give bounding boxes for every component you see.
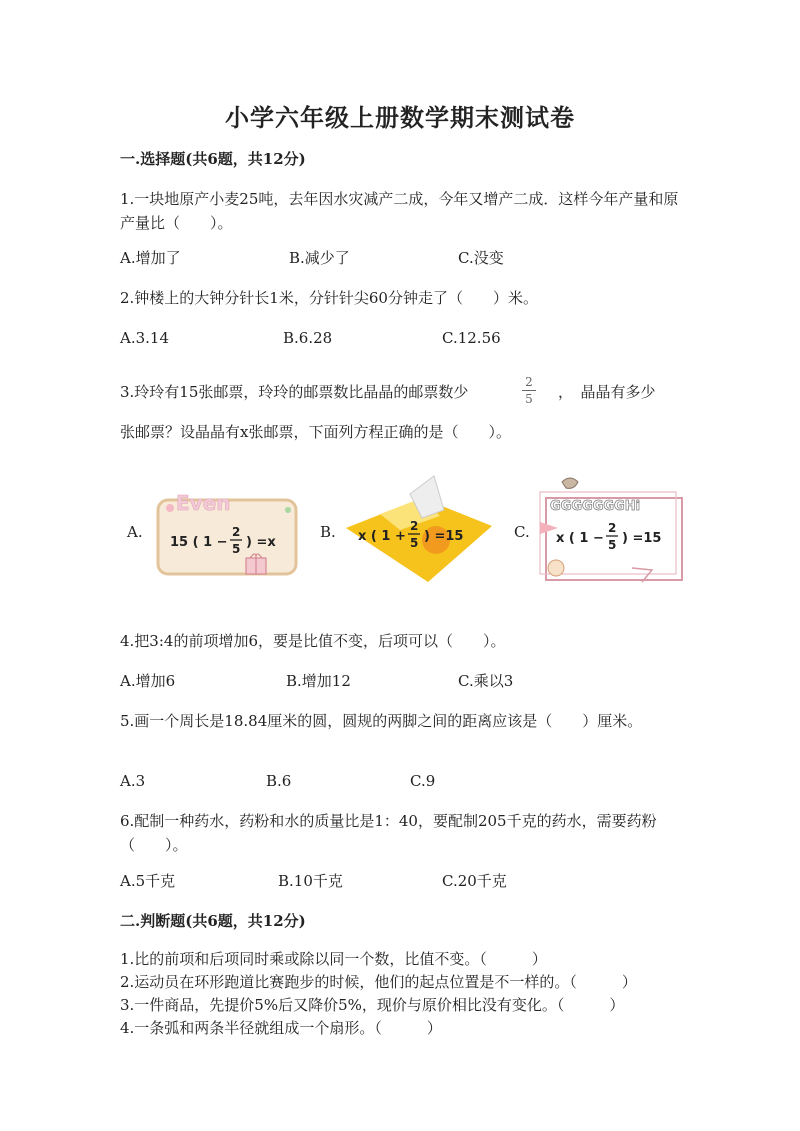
question-2: 2.钟楼上的大钟分针长1米，分针针尖60分钟走了（ ）米。 (120, 289, 538, 307)
fraction-denominator: 5 (525, 392, 533, 406)
judgement-item-3: 3.一件商品，先提价5%后又降价5%，现价与原价相比没有变化。（ ） (120, 996, 625, 1014)
equation-a-numerator: 2 (232, 525, 241, 539)
question-1: 1.一块地原产小麦25吨，去年因水灾减产二成，今年又增产二成．这样今年产量和原产量比（ ）。 (120, 190, 679, 232)
equation-b-denominator: 5 (410, 536, 419, 550)
section-heading-judgement: 二.判断题(共6题，共12分) (120, 912, 306, 930)
fraction-bar (522, 390, 536, 391)
fraction-numerator: 2 (525, 375, 533, 389)
equation-a-left: 15 ( 1 − (170, 535, 228, 550)
sticker-option-b[interactable] (340, 470, 500, 588)
equation-c-numerator: 2 (608, 521, 617, 535)
question-3-fraction (522, 375, 536, 406)
option-b[interactable]: B.增加12 (286, 672, 351, 690)
section-heading-choice: 一.选择题(共6题，共12分) (120, 150, 306, 168)
option-a[interactable]: A.3.14 (120, 329, 169, 347)
equation-b-right: ) =15 (424, 529, 464, 544)
page-title: 小学六年级上册数学期末测试卷 (225, 103, 575, 132)
option-b[interactable]: B.减少了 (289, 249, 350, 267)
equation-a-right: ) =x (246, 535, 276, 550)
equation-c-left: x ( 1 − (556, 531, 604, 546)
question-6-options (120, 869, 690, 893)
judgement-item-2: 2.运动员在环形跑道比赛跑步的时候，他们的起点位置是不一样的。（ ） (120, 973, 637, 991)
option-a[interactable]: A.增加6 (120, 672, 176, 690)
equation-b-numerator: 2 (410, 519, 419, 533)
question-1-options (120, 246, 690, 270)
equation-c-right: ) =15 (622, 531, 662, 546)
question-2-options (120, 326, 690, 350)
option-a[interactable]: A.3 (120, 772, 146, 790)
image-option-c-label[interactable]: C. (514, 523, 530, 541)
option-a[interactable]: A.5千克 (120, 872, 176, 890)
judgement-item-1: 1.比的前项和后项同时乘或除以同一个数，比值不变。（ ） (120, 950, 547, 968)
option-b[interactable]: B.6 (266, 772, 292, 790)
question-5: 5.画一个周长是18.84厘米的圆，圆规的两脚之间的距离应该是（ ）厘米。 (120, 712, 643, 730)
option-c[interactable]: C.12.56 (442, 329, 501, 347)
sticker-a-word: Even (176, 491, 231, 515)
sticker-c-word: GGGGGGGHi (550, 499, 641, 514)
question-3-text-part1: 3.玲玲有15张邮票，玲玲的邮票数比晶晶的邮票数少 (120, 383, 469, 401)
question-4: 4.把3:4的前项增加6，要是比值不变，后项可以（ ）。 (120, 632, 506, 650)
question-3-text-part2: ， 晶晶有多少 (558, 383, 656, 401)
sticker-option-a[interactable] (148, 480, 304, 586)
judgement-item-4: 4.一条弧和两条半径就组成一个扇形。（ ） (120, 1019, 442, 1037)
image-option-b-label[interactable]: B. (320, 523, 336, 541)
image-option-a-label[interactable]: A. (127, 523, 143, 541)
bird-icon (562, 478, 578, 488)
sticker-a-dot (166, 504, 174, 512)
question-5-options (120, 769, 690, 793)
option-a[interactable]: A.增加了 (120, 249, 181, 267)
equation-a-denominator: 5 (232, 542, 241, 556)
sticker-a-dot (285, 507, 291, 513)
option-c[interactable]: C.9 (410, 772, 436, 790)
option-c[interactable]: C.没变 (458, 249, 504, 267)
option-c[interactable]: C.乘以3 (458, 672, 514, 690)
question-4-options (120, 669, 690, 693)
equation-b-left: x ( 1 + (358, 529, 406, 544)
option-b[interactable]: B.10千克 (278, 872, 343, 890)
question-3-line2: 张邮票？设晶晶有x张邮票，下面列方程正确的是（ ）。 (120, 423, 511, 441)
sticker-option-c[interactable] (536, 472, 692, 590)
question-6: 6.配制一种药水，药粉和水的质量比是1：40，要配制205千克的药水，需要药粉（ ）。 (120, 812, 657, 854)
option-b[interactable]: B.6.28 (283, 329, 333, 347)
equation-c-denominator: 5 (608, 538, 617, 552)
option-c[interactable]: C.20千克 (442, 872, 507, 890)
cup-icon (548, 560, 564, 576)
